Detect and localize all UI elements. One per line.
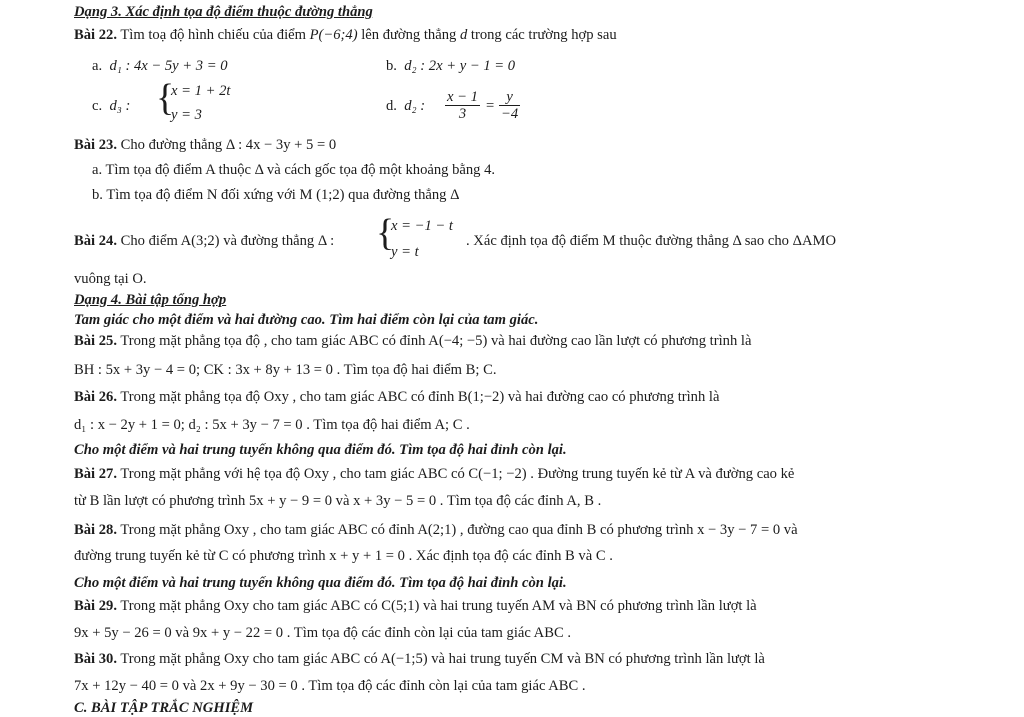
problem-text: Trong mặt phẳng với hệ tọa độ Oxy , cho tam giác ABC có C(−1; −2) . Đường trung tuyến kẻ từ A và đường cao kẻ xyxy=(116,466,795,482)
option-d xyxy=(386,97,425,115)
problem-28-line2: đường trung tuyến kẻ từ C có phương trình x + y + 1 = 0 . Xác định tọa độ các đỉnh B và C . xyxy=(74,548,613,564)
option-label: a. xyxy=(92,58,103,74)
system-line: x = 1 + 2t xyxy=(171,83,231,99)
brace-icon: { xyxy=(156,77,175,119)
option-label: b. xyxy=(386,58,397,74)
problem-text: . Xác định tọa độ điểm M thuộc đường thẳng Δ sao cho ΔAMO xyxy=(466,233,837,249)
problem-text: Trong mặt phẳng Oxy cho tam giác ABC có A(−1;5) và hai trung tuyến CM và BN có phương trình lần lượt là xyxy=(116,651,765,667)
equation-name: d₂ : xyxy=(404,98,426,114)
subsection-title: Cho một điểm và hai trung tuyến không qua điểm đó. Tìm tọa độ hai đỉnh còn lại. xyxy=(74,575,567,591)
problem-29 xyxy=(74,597,757,615)
fraction xyxy=(499,89,520,122)
problem-28 xyxy=(74,521,798,539)
problem-23 xyxy=(74,136,336,154)
problem-label: Bài 28. xyxy=(74,522,117,538)
problem-label: Bài 29. xyxy=(74,598,117,614)
section-heading-dang4: Dạng 4. Bài tập tổng hợp xyxy=(74,292,227,308)
problem-25-line2: BH : 5x + 3y − 4 = 0; CK : 3x + 8y + 13 = 0 . Tìm tọa độ hai điểm B; C. xyxy=(74,362,497,378)
fraction xyxy=(445,89,480,122)
problem-26-line2: d₁ : x − 2y + 1 = 0; d₂ : 5x + 3y − 7 = 0 . Tìm tọa độ hai điểm A; C . xyxy=(74,417,470,433)
problem-27 xyxy=(74,465,794,483)
problem-text: Trong mặt phẳng tọa độ Oxy , cho tam giác ABC có đỉnh B(1;−2) và hai đường cao có phương trình là xyxy=(116,389,720,405)
problem-25 xyxy=(74,332,751,350)
problem-text: Trong mặt phẳng Oxy , cho tam giác ABC có đỉnh A(2;1) , đường cao qua đỉnh B có phương trình x − 3y − 7 = 0 và xyxy=(116,522,798,538)
problem-label: Bài 27. xyxy=(74,466,117,482)
problem-23-b: b. Tìm tọa độ điểm N đối xứng với M (1;2) qua đường thẳng Δ xyxy=(92,187,460,203)
fraction-denominator: −4 xyxy=(501,106,519,122)
equation-name: d₃ : xyxy=(109,98,131,114)
option-a xyxy=(92,57,228,75)
option-label: d. xyxy=(386,98,397,114)
problem-text: Cho điểm A(3;2) và đường thẳng Δ : xyxy=(116,233,335,249)
problem-23-a: a. Tìm tọa độ điểm A thuộc Δ và cách gốc tọa độ một khoảng bằng 4. xyxy=(92,162,496,178)
problem-30-line2: 7x + 12y − 40 = 0 và 2x + 9y − 30 = 0 . Tìm tọa độ các đỉnh còn lại của tam giác ABC . xyxy=(74,678,586,694)
equation: d₂ : 2x + y − 1 = 0 xyxy=(404,58,516,74)
problem-27-line2: từ B lần lượt có phương trình 5x + y − 9 = 0 và x + 3y − 5 = 0 . Tìm tọa độ các đỉnh A, B . xyxy=(74,493,602,509)
equals-sign: = xyxy=(486,98,495,114)
subsection-title: Cho một điểm và hai trung tuyến không qua điểm đó. Tìm tọa độ hai đỉnh còn lại. xyxy=(74,442,567,458)
problem-text: Tìm toạ độ hình chiếu của điểm xyxy=(116,27,310,43)
subsection-title: Tam giác cho một điểm và hai đường cao. Tìm hai điểm còn lại của tam giác. xyxy=(74,312,539,328)
section-heading-dang3: Dạng 3. Xác định tọa độ điểm thuộc đường thẳng xyxy=(74,4,373,20)
problem-29-line2: 9x + 5y − 26 = 0 và 9x + y − 22 = 0 . Tìm tọa độ các đỉnh còn lại của tam giác ABC . xyxy=(74,625,571,641)
problem-text: Trong mặt phẳng Oxy cho tam giác ABC có C(5;1) và hai trung tuyến AM và BN có phương trình lần lượt là xyxy=(116,598,757,614)
system-line: x = −1 − t xyxy=(391,218,453,234)
option-c xyxy=(92,97,130,115)
option-label: c. xyxy=(92,98,103,114)
system-line: y = 3 xyxy=(171,107,202,123)
brace-icon: { xyxy=(376,212,395,254)
problem-label: Bài 25. xyxy=(74,333,117,349)
fraction-numerator: y xyxy=(499,89,520,106)
line-d: d xyxy=(459,27,468,43)
fraction-denominator: 3 xyxy=(458,106,467,122)
system-line: y = t xyxy=(391,244,419,260)
equation: d₁ : 4x − 5y + 3 = 0 xyxy=(109,58,228,74)
problem-label: Bài 24. xyxy=(74,233,117,249)
problem-22 xyxy=(74,26,617,44)
point-p: P(−6;4) xyxy=(309,27,358,43)
problem-label: Bài 30. xyxy=(74,651,117,667)
problem-label: Bài 26. xyxy=(74,389,117,405)
section-heading-c: C. BÀI TẬP TRẮC NGHIỆM xyxy=(74,700,254,716)
problem-24-cont: vuông tại O. xyxy=(74,271,147,287)
problem-26 xyxy=(74,388,719,406)
option-b xyxy=(386,57,515,75)
problem-24 xyxy=(74,232,334,250)
problem-label: Bài 23. xyxy=(74,137,117,153)
fraction-numerator: x − 1 xyxy=(447,89,478,105)
problem-text: Cho đường thẳng Δ : 4x − 3y + 5 = 0 xyxy=(116,137,337,153)
problem-text: lên đường thẳng xyxy=(357,27,460,43)
problem-label: Bài 22. xyxy=(74,27,117,43)
problem-text: trong các trường hợp sau xyxy=(467,27,617,43)
problem-text: Trong mặt phẳng tọa độ , cho tam giác ABC có đỉnh A(−4; −5) và hai đường cao lần lượt có phương trình là xyxy=(116,333,752,349)
problem-30 xyxy=(74,650,765,668)
